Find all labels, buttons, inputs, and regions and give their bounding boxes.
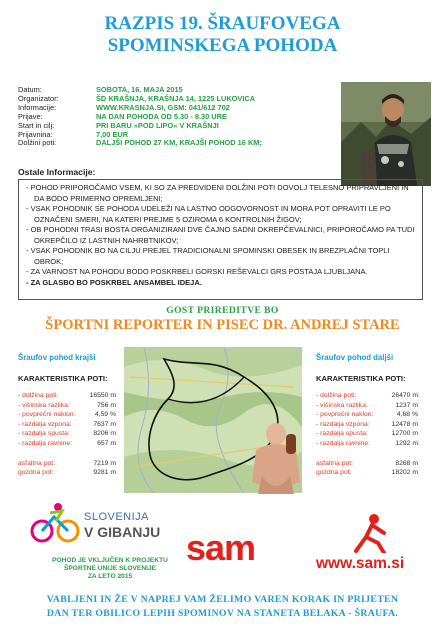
- guest-name: ŠPORTNI REPORTER IN PISEC DR. ANDREJ STARE: [45, 317, 400, 333]
- project-note-line3: ZA LETO 2015: [87, 573, 133, 580]
- detail-label: Informacije:: [18, 102, 57, 112]
- stat-value: 8268 m: [395, 459, 418, 467]
- list-item: - OB POHODNI TRASI BOSTA ORGANIZIRANI DVE ČAJNO SADNI OKREPČEVALNICI, PRIPOROČAMO PA TUDI OKREPČILO IZ LASTNIH NAHRBTNIKOV;: [26, 225, 415, 245]
- stat-label: - razdalja spusta:: [316, 430, 368, 438]
- stat-row: [18, 468, 116, 478]
- sam-website-link[interactable]: www.sam.si: [316, 555, 405, 572]
- stat-value: 4,68 %: [396, 411, 418, 419]
- stat-label: - dolžina poti:: [18, 392, 59, 399]
- stat-label: - razdalja vzpona:: [18, 420, 72, 428]
- walker-figure-icon: [344, 513, 398, 553]
- hiker-illustration-icon: [341, 82, 431, 186]
- figure-illustration-icon: [244, 420, 308, 496]
- detail-value: WWW.KRASNJA.SI, GSM: 041/612 702: [96, 102, 230, 112]
- stat-label: - višinska razlika:: [316, 401, 368, 409]
- stat-label: - višinska razlika:: [18, 401, 70, 409]
- poster-title-line1: RAZPIS 19. ŠRAUFOVEGA: [104, 13, 341, 34]
- closing-line1: VABLJENI IN ŽE V NAPREJ VAM ŽELIMO VAREN KORAK IN PRIJETEN: [46, 594, 399, 605]
- stat-row: [316, 459, 418, 469]
- stat-value: 16550 m: [89, 392, 116, 399]
- stat-value: 12478 m: [391, 420, 418, 428]
- short-route-heading: KARAKTERISTIKA POTI:: [18, 374, 108, 383]
- stat-row: [18, 391, 116, 401]
- detail-label: Dolžini poti:: [18, 138, 57, 148]
- logo-text-slovenija: SLOVENIJA: [84, 511, 150, 523]
- detail-value: SOBOTA, 16. MAJA 2015: [96, 85, 183, 94]
- stat-label: - razdalja vzpona:: [316, 420, 370, 428]
- list-item: - POHOD PRIPOROČAMO VSEM, KI SO ZA PREDVIDENI DOLŽINI POTI DOVOLJ TELESNO PRIPRAVLJENI IN DA BODO PRIMERNO OPREMLJENI;: [26, 183, 409, 203]
- stat-label: - razdalja ravnine:: [316, 439, 371, 447]
- list-item: - ZA VARNOST NA POHODU BODO POSKRBELI GORSKI REŠEVALCI GRS POSTAJA LJUBLJANA.: [26, 267, 368, 276]
- stat-label: asfaltna pot:: [18, 459, 56, 467]
- detail-row-lengths: [18, 139, 338, 148]
- stat-value: 7637 m: [93, 420, 116, 428]
- stat-row: [18, 420, 116, 430]
- project-note-line1: POHOD JE VKLJUČEN K PROJEKTU: [52, 557, 168, 564]
- detail-value: ŠD KRAŠNJA, KRAŠNJA 14, 1225 LUKOVICA: [96, 93, 256, 103]
- stat-row: [316, 410, 418, 420]
- detail-value: 7,00 EUR: [96, 129, 129, 139]
- detail-label: Datum:: [18, 85, 42, 94]
- stat-row: [316, 468, 418, 478]
- stat-value: 8206 m: [93, 430, 116, 438]
- stat-value: 18202 m: [391, 469, 418, 477]
- stat-row: [18, 401, 116, 411]
- detail-label: Prijavnina:: [18, 129, 53, 139]
- short-route-stats: [18, 391, 116, 478]
- stat-label: - dolžina poti:: [316, 392, 357, 399]
- other-info-list: [26, 183, 420, 288]
- detail-value: NA DAN POHODA OD 5.30 - 8.30 URE: [96, 111, 227, 121]
- stat-row: [18, 459, 116, 469]
- stat-value: 26470 m: [391, 392, 418, 399]
- stat-label: gozdna pot:: [316, 469, 352, 477]
- stat-label: asfaltna pot:: [316, 459, 354, 467]
- stat-label: - povprečni naklon:: [316, 411, 374, 419]
- stat-row: [316, 391, 418, 401]
- poster-title-line2: SPOMINSKEGA POHODA: [107, 35, 338, 56]
- short-route-title: Šraufov pohod krajši: [18, 353, 96, 362]
- list-item: - VSAK POHODNIK BO NA CILJU PREJEL TRADICIONALNI SPOMINSKI OBESEK IN BREZPLAČNI TOPLI OBROK;: [26, 246, 390, 266]
- stat-value: 1237 m: [395, 401, 418, 409]
- closing-line2: DAN TER OBILICO LEPIH SPOMINOV NA STANETA BELAKA - ŠRAUFA.: [46, 608, 399, 619]
- stat-row: [316, 420, 418, 430]
- slovenija-v-gibanju-logo: [28, 497, 178, 551]
- detail-label: Organizator:: [18, 93, 59, 103]
- stat-value: 9281 m: [93, 469, 116, 477]
- detail-value: DALJŠI POHOD 27 KM, KRAJŠI POHOD 16 KM;: [96, 138, 262, 148]
- hiker-photo: [341, 82, 431, 186]
- stat-label: gozdna pot:: [18, 469, 54, 477]
- stat-row: [18, 410, 116, 420]
- list-item: - ZA GLASBO BO POSKRBEL ANSAMBEL IDEJA.: [26, 277, 202, 287]
- detail-value: PRI BARU »POD LIPO« V KRAŠNJI: [96, 120, 219, 130]
- stat-value: 756 m: [97, 401, 116, 409]
- stat-row: [18, 439, 116, 449]
- stat-value: 1292 m: [395, 439, 418, 447]
- stat-value: 7219 m: [93, 459, 116, 467]
- other-info-heading: Ostale Informacije:: [18, 167, 96, 177]
- stat-value: 12700 m: [391, 430, 418, 438]
- detail-row-start: [18, 122, 338, 131]
- guest-intro: GOST PRIREDITVE BO: [166, 305, 279, 316]
- long-route-title: Šraufov pohod daljši: [316, 353, 394, 362]
- logo-text-v-gibanju: V GIBANJU: [84, 524, 161, 540]
- stat-label: - povprečni naklon:: [18, 411, 76, 419]
- sam-logo: sam: [186, 527, 256, 568]
- stat-row: [316, 439, 418, 449]
- stat-value: 4,59 %: [94, 411, 116, 419]
- detail-label: Prijave:: [18, 111, 43, 121]
- stat-value: 657 m: [97, 439, 116, 447]
- stat-label: - razdalja ravnine:: [18, 439, 73, 447]
- long-route-stats: [316, 391, 418, 478]
- list-item: - VSAK POHODNIK SE POHODA UDELEŽI NA LASTNO ODGOVORNOST IN MORA POT OPRAVITI LE PO OZNAČENI SMERI, NA KATERI PREJME 5 OZIROMA 6 KONTROLNIH ŽIGOV;: [26, 204, 391, 224]
- stat-row: [18, 429, 116, 439]
- event-details: [18, 86, 338, 148]
- stat-row: [316, 429, 418, 439]
- detail-label: Start in cilj:: [18, 120, 55, 130]
- long-route-heading: KARAKTERISTIKA POTI:: [316, 374, 406, 383]
- project-note-line2: ŠPORTNE UNIJE SLOVENIJE: [64, 565, 156, 572]
- stat-label: - razdalja spusta:: [18, 430, 70, 438]
- stat-row: [316, 401, 418, 411]
